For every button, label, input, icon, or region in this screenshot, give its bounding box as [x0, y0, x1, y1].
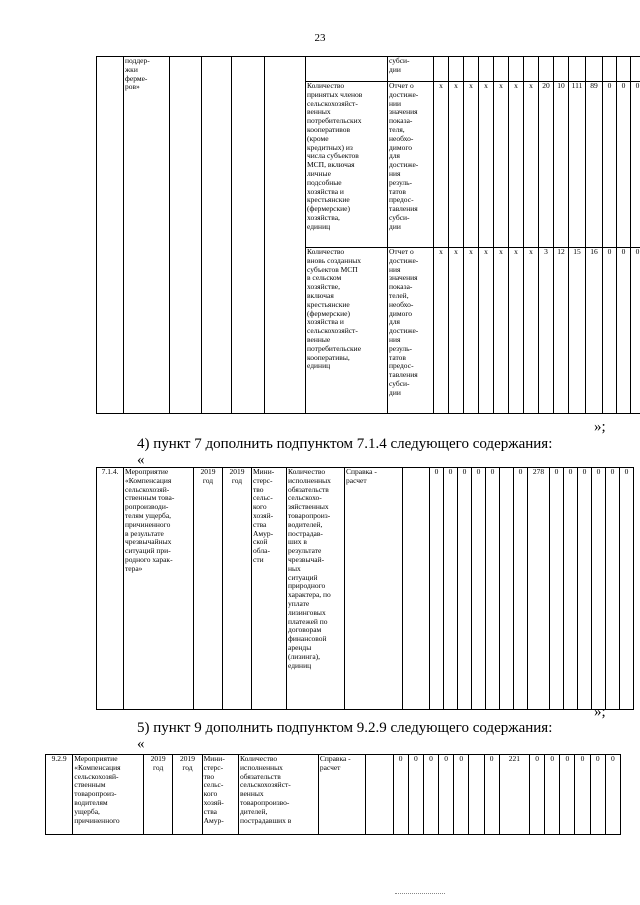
value-cell: 0 — [617, 82, 631, 248]
value-cell: 0 — [560, 755, 575, 835]
basis: Справка - расчет — [345, 468, 403, 710]
value-cell: x — [524, 248, 539, 414]
item-number: 9.2.9 — [46, 755, 73, 835]
value-cell: x — [449, 248, 464, 414]
value-cell: 0 — [393, 755, 408, 835]
opening-quote: « — [137, 736, 145, 752]
value-cell: x — [494, 82, 509, 248]
event-name: Мероприятие «Компенсация сельскохозяй- ственным товаропроиз- водителям ущерба, причиненного — [73, 755, 144, 835]
cell-empty — [403, 468, 430, 710]
value-cell: 0 — [592, 468, 606, 710]
value-cell: 0 — [423, 755, 438, 835]
value-cell: x — [479, 248, 494, 414]
indicator: Количество исполненных обязательств сельскохозяйст- венных товаропроизво- дителей, пострадавших в — [238, 755, 318, 835]
value-cell: 0 — [439, 755, 454, 835]
end-year: 2019 год — [173, 755, 202, 835]
value-cell: 0 — [617, 248, 631, 414]
value-cell: 0 — [605, 755, 620, 835]
value-cell: 12 — [554, 248, 569, 414]
value-cell: 0 — [458, 468, 472, 710]
page-number: 23 — [314, 32, 326, 44]
item-number: 7.1.4. — [97, 468, 124, 710]
value-cell: 278 — [528, 468, 550, 710]
basis: Справка - расчет — [318, 755, 365, 835]
cell-basis: Отчет о достиже- ния значения показа- телей, необхо- димого для достиже- ния резуль- татов предос- тавления субси- дии — [388, 248, 434, 414]
cell-num-empty — [97, 57, 124, 414]
value-cell: 0 — [529, 755, 544, 835]
value-cell: 0 — [472, 468, 486, 710]
scan-artifact — [395, 893, 445, 900]
value-cell: 0 — [578, 468, 592, 710]
value-cell: 0 — [631, 248, 640, 414]
event-name: Мероприятие «Компенсация сельскохозяй- ственным това- ропроизводи- телям ущерба, причиненного в результате чрезвычайных ситуаций при- родного харак- тера» — [124, 468, 194, 710]
value-cell: 0 — [486, 468, 500, 710]
executor: Мини- стерс- тво сельс- кого хозяй- ства Амур- ской обла- сти — [252, 468, 287, 710]
value-cell: x — [434, 82, 449, 248]
value-cell: 0 — [550, 468, 564, 710]
value-cell: x — [509, 82, 524, 248]
cell-exec-empty — [232, 57, 265, 414]
indicator: Количество исполненных обязательств сельскохо- зяйственных товаропроиз- водителей, пострадав- ших в результате чрезвычай- ных ситуаций природного характера, по уплате лизинговых платежей по договорам финансовой аренды (лизинга), единиц — [287, 468, 345, 710]
value-cell: 0 — [545, 755, 560, 835]
cell-indicator: Количество вновь созданных субъектов МСП в сельском хозяйстве, включая крестьянские (фермерские) хозяйства и сельскохозяйст- венные потребительские кооперативы, единиц — [306, 248, 388, 414]
amendment-paragraph-5: 5) пункт 9 дополнить подпунктом 9.2.9 следующего содержания: — [137, 720, 553, 736]
value-cell — [469, 755, 484, 835]
value-cell — [500, 468, 514, 710]
cell-empty — [366, 755, 393, 835]
cell-empty — [265, 57, 306, 414]
value-cell: x — [524, 82, 539, 248]
value-cell: 15 — [569, 248, 586, 414]
value-cell: 16 — [586, 248, 603, 414]
cell-basis: Отчет о достиже- нии значения показа- теля, необхо- димого для достиже- ния резуль- татов предос- тавления субси- дии — [388, 82, 434, 248]
end-year: 2019 год — [223, 468, 252, 710]
value-cell: x — [509, 248, 524, 414]
cell-indicator: Количество принятых членов сельскохозяйст- венных потребительских кооперативов (кроме кредитных) из числа субъектов МСП, включая личные подсобные хозяйства и крестьянские (фермерские) хозяйства, единиц — [306, 82, 388, 248]
value-cell: x — [464, 82, 479, 248]
table-item-7-1-4 — [96, 467, 634, 710]
value-cell: 0 — [430, 468, 444, 710]
value-cell: 0 — [454, 755, 469, 835]
value-cell: 0 — [444, 468, 458, 710]
value-cell: x — [464, 248, 479, 414]
executor: Мини- стерс- тво сельс- кого хозяй- ства Амур- — [202, 755, 238, 835]
value-cell: 89 — [586, 82, 603, 248]
cell-indicator-top — [306, 57, 388, 82]
table-item-9-2-9 — [45, 754, 621, 835]
cell-start-empty — [170, 57, 202, 414]
value-cell: x — [449, 82, 464, 248]
cell-end-empty — [202, 57, 232, 414]
value-cell: 0 — [575, 755, 590, 835]
table-continuation — [96, 56, 640, 414]
value-cell: 0 — [603, 248, 617, 414]
value-cell: 0 — [408, 755, 423, 835]
value-cell: 0 — [590, 755, 605, 835]
value-cell: 0 — [606, 468, 620, 710]
value-cell: 10 — [554, 82, 569, 248]
value-cell: 221 — [499, 755, 529, 835]
value-cell: 0 — [514, 468, 528, 710]
value-cell: 0 — [484, 755, 499, 835]
cell-event-name: поддер- жки ферме- ров» — [124, 57, 170, 414]
value-cell: 0 — [631, 82, 640, 248]
value-cell: 111 — [569, 82, 586, 248]
closing-quote: »; — [594, 704, 606, 720]
start-year: 2019 год — [144, 755, 173, 835]
value-cell: x — [494, 248, 509, 414]
cell-basis-top: субси- дии — [388, 57, 434, 82]
value-cell: 0 — [603, 82, 617, 248]
value-cell: 20 — [539, 82, 554, 248]
value-cell: 0 — [620, 468, 634, 710]
opening-quote: « — [137, 452, 145, 468]
value-cell: 0 — [564, 468, 578, 710]
closing-quote: »; — [594, 419, 606, 435]
start-year: 2019 год — [194, 468, 223, 710]
amendment-paragraph-4: 4) пункт 7 дополнить подпунктом 7.1.4 следующего содержания: — [137, 436, 553, 452]
value-cell: x — [479, 82, 494, 248]
value-cell: 3 — [539, 248, 554, 414]
value-cell: x — [434, 248, 449, 414]
